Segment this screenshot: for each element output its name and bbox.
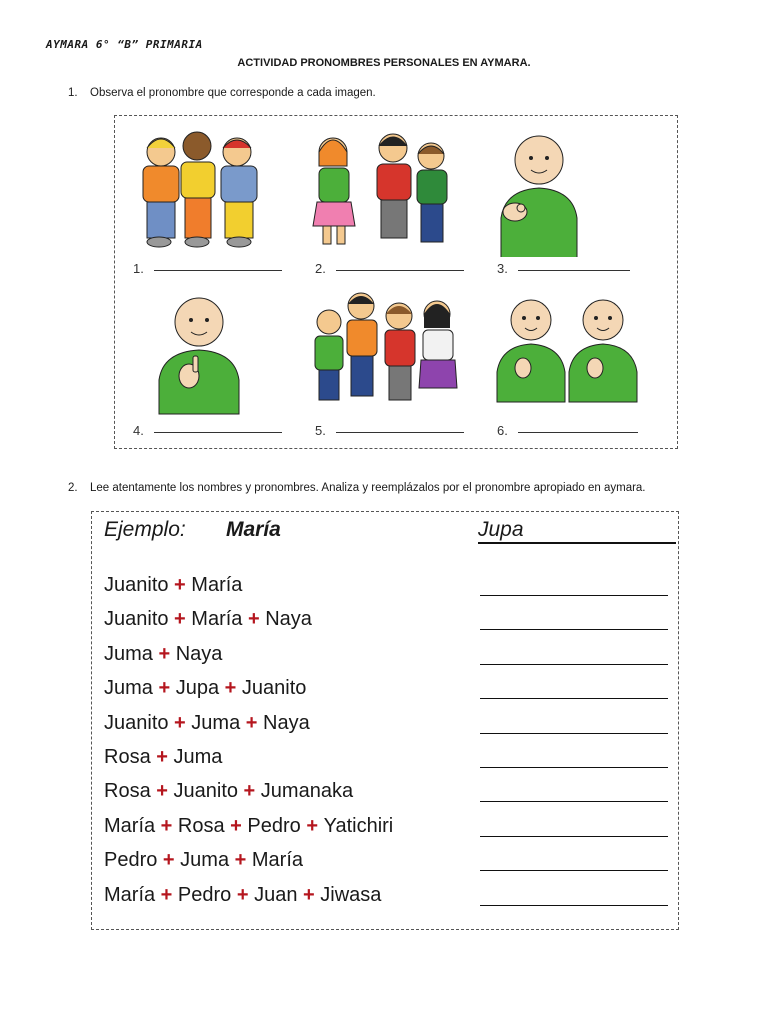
- answer-blank[interactable]: [480, 595, 668, 596]
- answer-line-5[interactable]: [336, 431, 464, 433]
- answer-label-1: 1.: [133, 261, 282, 276]
- instruction-text: Observa el pronombre que corresponde a cada imagen.: [90, 87, 376, 99]
- person-name: Jupa: [175, 677, 220, 700]
- person-name: Naya: [265, 608, 312, 631]
- plus-sign: +: [229, 849, 252, 872]
- person-name: Naya: [263, 711, 310, 734]
- instruction-2: [68, 482, 646, 494]
- plus-sign: +: [168, 608, 192, 631]
- plus-sign: +: [300, 814, 324, 837]
- person-name: Pedro: [247, 814, 301, 837]
- person-name: Juanito: [104, 608, 169, 631]
- answer-blank[interactable]: [480, 905, 668, 906]
- instruction-text: Lee atentamente los nombres y pronombres. Analiza y reemplázalos por el pronombre apropiado en aymara.: [90, 482, 646, 494]
- exercise-row: [104, 574, 664, 604]
- answer-blank[interactable]: [480, 870, 668, 871]
- plus-sign: +: [238, 780, 261, 803]
- plus-sign: +: [242, 608, 266, 631]
- plus-sign: +: [150, 780, 174, 803]
- plus-sign: +: [168, 711, 192, 734]
- row-names: [104, 746, 222, 769]
- plus-sign: +: [219, 677, 242, 700]
- group-of-friends-illustration: [123, 122, 303, 257]
- person-name: María: [104, 883, 156, 906]
- name-replacement-box: [91, 511, 679, 930]
- answer-line-4[interactable]: [154, 431, 282, 433]
- image-cell-3: [487, 122, 667, 282]
- answer-line-6[interactable]: [518, 431, 638, 433]
- answer-blank[interactable]: [480, 767, 668, 768]
- person-name: Pedro: [177, 883, 232, 906]
- person-name: Juanito: [173, 780, 238, 803]
- answer-label-6: 6.: [497, 423, 638, 438]
- exercise-row: [104, 608, 664, 638]
- picture-exercise-box: [114, 115, 678, 449]
- person-name: María: [251, 849, 303, 872]
- instruction-number: 2.: [68, 482, 78, 494]
- answer-blank[interactable]: [480, 664, 668, 665]
- person-name: Juma: [104, 677, 153, 700]
- girl-and-boys-illustration: [305, 122, 485, 257]
- example-answer: Jupa: [478, 518, 676, 544]
- person-name: Juanito: [104, 711, 169, 734]
- answer-line-1[interactable]: [154, 269, 282, 271]
- answer-blank[interactable]: [480, 836, 668, 837]
- plus-sign: +: [150, 746, 174, 768]
- image-cell-5: [305, 284, 485, 444]
- row-names: [104, 574, 242, 597]
- person-name: Juma: [173, 746, 223, 768]
- person-name: Jiwasa: [320, 883, 382, 906]
- answer-blank[interactable]: [480, 629, 668, 630]
- person-name: Rosa: [104, 780, 151, 803]
- answer-blank[interactable]: [480, 698, 668, 699]
- person-name: Rosa: [104, 746, 151, 768]
- person-name: Pedro: [104, 849, 158, 872]
- person-name: María: [191, 608, 243, 631]
- person-name: Juan: [254, 883, 298, 906]
- image-cell-2: [305, 122, 485, 282]
- image-cell-1: [123, 122, 303, 282]
- exercise-row: [104, 677, 664, 707]
- row-names: [104, 884, 381, 907]
- person-name: Juma: [180, 849, 230, 872]
- person-name: Rosa: [177, 814, 225, 837]
- exercise-row: [104, 643, 664, 673]
- plus-sign: +: [157, 849, 181, 872]
- example-name: María: [226, 518, 281, 541]
- person-name: María: [104, 814, 156, 837]
- instruction-1: [68, 87, 376, 99]
- person-name: Yatichiri: [323, 814, 394, 837]
- row-names: [104, 608, 312, 631]
- answer-label-3: 3.: [497, 261, 630, 276]
- person-pointing-self-illustration: [123, 284, 303, 419]
- person-name: Juanito: [104, 574, 169, 596]
- answer-label-5: 5.: [315, 423, 464, 438]
- plus-sign: +: [155, 883, 178, 906]
- person-name: Juanito: [241, 677, 307, 700]
- plus-sign: +: [152, 642, 176, 665]
- two-people-pointing-self-illustration: [487, 284, 667, 419]
- instruction-number: 1.: [68, 87, 78, 99]
- header-course: AYMARA 6° “B” PRIMARIA: [46, 38, 203, 51]
- plus-sign: +: [168, 574, 192, 596]
- answer-label-4: 4.: [133, 423, 282, 438]
- row-names: [104, 677, 306, 700]
- image-cell-6: [487, 284, 667, 444]
- plus-sign: +: [155, 814, 178, 837]
- example-row: [104, 518, 664, 548]
- person-name: Naya: [175, 642, 223, 665]
- plus-sign: +: [231, 883, 255, 906]
- page-title: ACTIVIDAD PRONOMBRES PERSONALES EN AYMARA.: [237, 57, 531, 69]
- exercise-row: [104, 849, 664, 879]
- plus-sign: +: [240, 711, 263, 734]
- exercise-row: [104, 780, 664, 810]
- plus-sign: +: [224, 814, 248, 837]
- answer-line-3[interactable]: [518, 269, 630, 271]
- exercise-row: [104, 815, 664, 845]
- answer-blank[interactable]: [480, 801, 668, 802]
- image-cell-4: [123, 284, 303, 444]
- person-name: María: [191, 574, 243, 596]
- answer-label-2: 2.: [315, 261, 464, 276]
- answer-blank[interactable]: [480, 733, 668, 734]
- exercise-row: [104, 884, 664, 914]
- row-names: [104, 815, 393, 838]
- person-name: Jumanaka: [260, 780, 354, 803]
- row-names: [104, 712, 310, 735]
- plus-sign: +: [152, 677, 176, 700]
- row-names: [104, 849, 303, 872]
- example-label: Ejemplo:: [104, 518, 186, 541]
- plus-sign: +: [297, 883, 321, 906]
- person-name: Juma: [104, 642, 153, 665]
- person-name: Juma: [191, 711, 241, 734]
- row-names: [104, 780, 353, 803]
- person-pointing-forward-illustration: [487, 122, 667, 257]
- group-of-four-illustration: [305, 284, 485, 419]
- row-names: [104, 643, 222, 666]
- answer-line-2[interactable]: [336, 269, 464, 271]
- exercise-row: [104, 746, 664, 776]
- exercise-row: [104, 712, 664, 742]
